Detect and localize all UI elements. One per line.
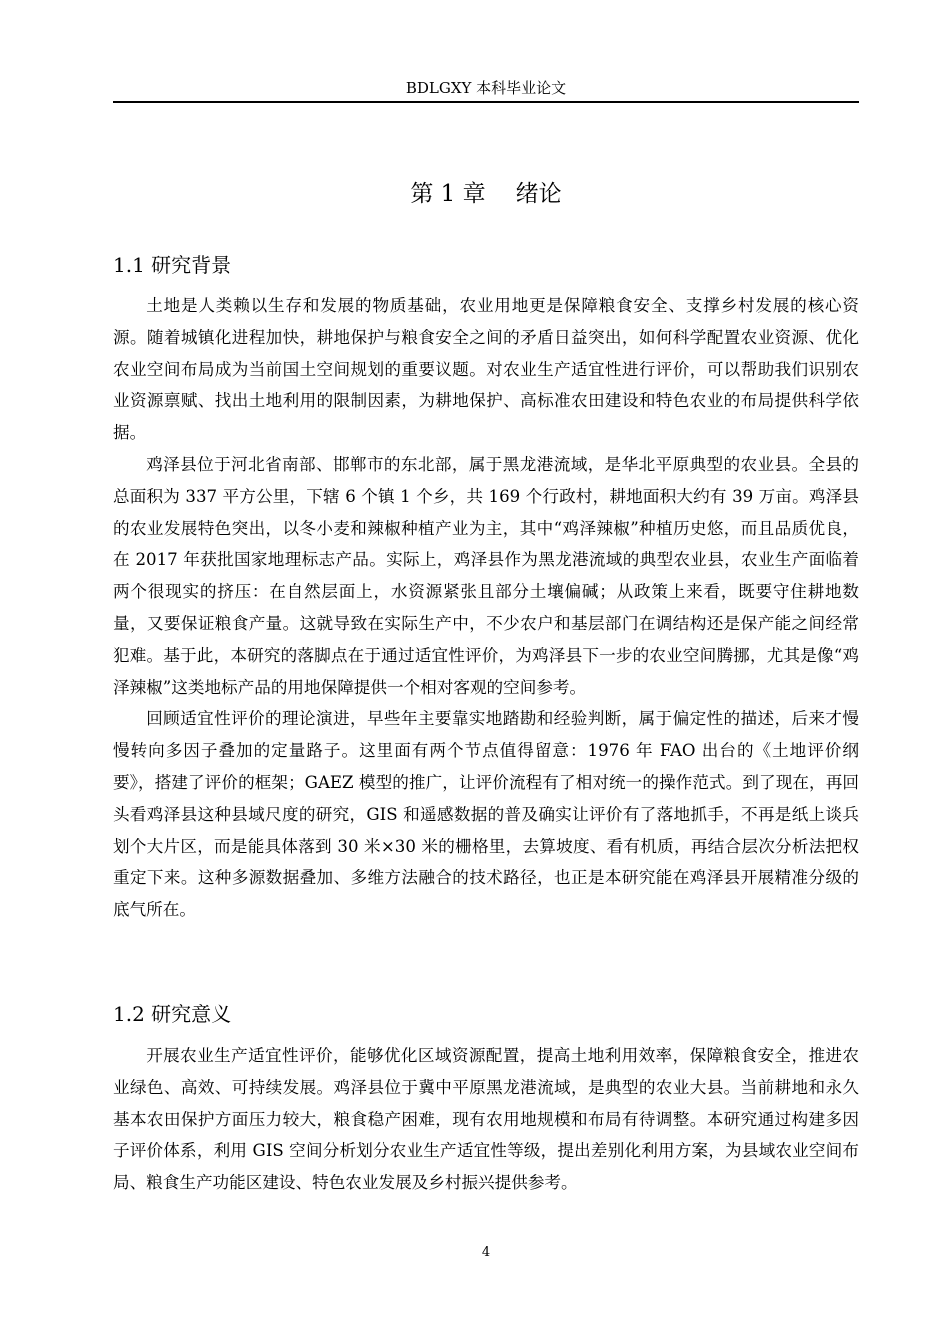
paragraph: 鸡泽县位于河北省南部、邯郸市的东北部，属于黑龙港流域，是华北平原典型的农业县。全县的总面积为 337 平方公里，下辖 6 个镇 1 个乡，共 169 个行政村，耕地面积大约有 39 万亩。鸡泽县的农业发展特色突出，以冬小麦和辣椒种植产业为主，其中“鸡泽辣椒”种植历史悠，而且品质优良，在 2017 年获批国家地理标志产品。实际上，鸡泽县作为黑龙港流域的典型农业县，农业生产面临着两个很现实的挤压：在自然层面上，水资源紧张且部分土壤偏碱；从政策上来看，既要守住耕地数量，又要保证粮食产量。这就导致在实际生产中，不少农户和基层部门在调结构还是保产能之间经常犯难。基于此，本研究的落脚点在于通过适宜性评价，为鸡泽县下一步的农业空间腾挪，尤其是像“鸡泽辣椒”这类地标产品的用地保障提供一个相对客观的空间参考。 — [113, 454, 859, 697]
chapter-number: 第 1 章 — [410, 181, 486, 207]
chapter-name: 绪论 — [515, 181, 562, 207]
section-heading-significance: 1.2 研究意义 — [113, 1002, 232, 1026]
header-rule — [113, 101, 859, 103]
running-header: BDLGXY 本科毕业论文 — [405, 79, 567, 97]
section-body-significance — [113, 1040, 859, 1199]
page-number: 4 — [481, 1245, 491, 1260]
paragraph: 回顾适宜性评价的理论演进，早些年主要靠实地踏勘和经验判断，属于偏定性的描述，后来才慢慢转向多因子叠加的定量路子。这里面有两个节点值得留意：1976 年 FAO 出台的《土地评价纲要》，搭建了评价的框架；GAEZ 模型的推广，让评价流程有了相对统一的操作范式。到了现在，再回头看鸡泽县这种县域尺度的研究，GIS 和遥感数据的普及确实让评价有了落地抓手，不再是纸上谈兵划个大片区，而是能具体落到 30 米×30 米的栅格里，去算坡度、看有机质，再结合层次分析法把权重定下来。这种多源数据叠加、多维方法融合的技术路径，也正是本研究能在鸡泽县开展精准分级的底气所在。 — [113, 709, 859, 920]
section-heading-background: 1.1 研究背景 — [113, 253, 232, 277]
paragraph: 土地是人类赖以生存和发展的物质基础，农业用地更是保障粮食安全、支撑乡村发展的核心资源。随着城镇化进程加快，耕地保护与粮食安全之间的矛盾日益突出，如何科学配置农业资源、优化农业空间布局成为当前国土空间规划的重要议题。对农业生产适宜性进行评价，可以帮助我们识别农业资源禀赋、找出土地利用的限制因素，为耕地保护、高标准农田建设和特色农业的布局提供科学依据。 — [113, 296, 859, 443]
paragraph: 开展农业生产适宜性评价，能够优化区域资源配置，提高土地利用效率，保障粮食安全，推进农业绿色、高效、可持续发展。鸡泽县位于冀中平原黑龙港流域，是典型的农业大县。当前耕地和永久基本农田保护方面压力较大，粮食稳产困难，现有农用地规模和布局有待调整。本研究通过构建多因子评价体系，利用 GIS 空间分析划分农业生产适宜性等级，提出差别化利用方案，为县域农业空间布局、粮食生产功能区建设、特色农业发展及乡村振兴提供参考。 — [113, 1046, 859, 1193]
section-body-background — [113, 290, 859, 926]
chapter-title — [113, 178, 859, 210]
